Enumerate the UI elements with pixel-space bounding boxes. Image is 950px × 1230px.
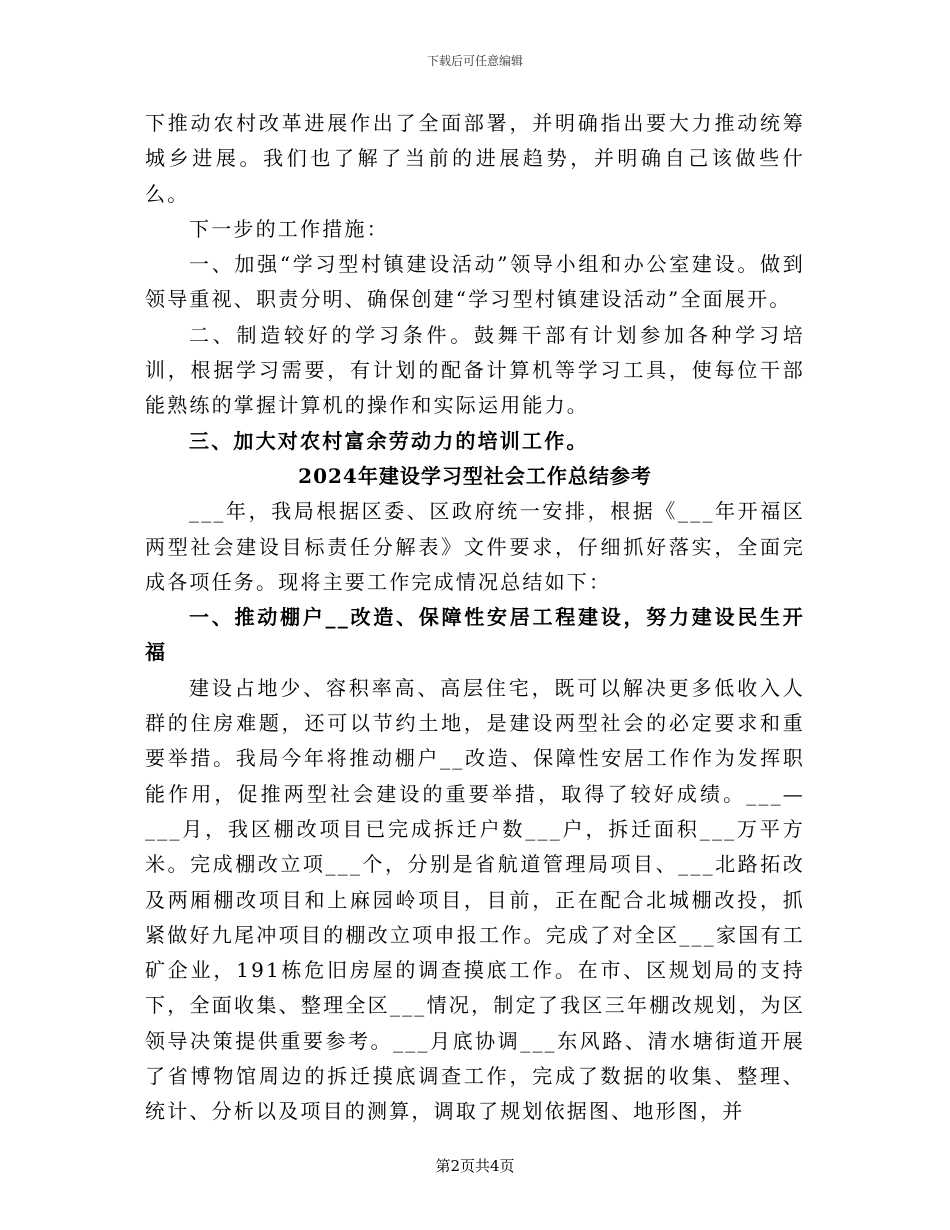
paragraph-measure-two: 二、制造较好的学习条件。鼓舞干部有计划参加各种学习培训，根据学习需要，有计划的配备计算机等学习工具，使每位干部能熟练的掌握计算机的操作和实际运用能力。 [145, 322, 805, 418]
header-note: 下载后可任意编辑 [426, 54, 523, 68]
paragraph-summary-intro: ___年，我局根据区委、区政府统一安排，根据《___年开福区两型社会建设目标责任分解表》文件要求，仔细抓好落实，全面完成各项任务。现将主要工作完成情况总结如下： [145, 499, 805, 594]
section-title: 2024年建设学习型社会工作总结参考 [298, 463, 652, 488]
paragraph-next-steps-heading: 下一步的工作措施： [189, 216, 389, 241]
paragraph-measure-three: 三、加大对农村富余劳动力的培训工作。 [189, 428, 589, 453]
paragraph-continuation: 下推动农村改革进展作出了全面部署，并明确指出要大力推动统筹城乡进展。我们也了解了当前的进展趋势，并明确自己该做些什么。 [145, 111, 805, 206]
subheading-shantytown-renovation: 一、推动棚户__改造、保障性安居工程建设，努力建设民生开福 [145, 605, 805, 665]
page-number: 第2页共4页 [435, 1157, 515, 1175]
paragraph-measure-one: 一、加强“学习型村镇建设活动”领导小组和办公室建设。做到领导重视、职责分明、确保创建“学习型村镇建设活动”全面展开。 [145, 252, 805, 312]
document-body [145, 106, 805, 1130]
paragraph-renovation-details: 建设占地少、容积率高、高层住宅，既可以解决更多低收入人群的住房难题，还可以节约土地，是建设两型社会的必定要求和重要举措。我局今年将推动棚户__改造、保障性安居工作作为发挥职能作用，促推两型社会建设的重要举措，取得了较好成绩。___—___月，我区棚改项目已完成拆迁户数___户，拆迁面积___万平方米。完成棚改立项___个，分别是省航道管理局项目、___北路拓改及两厢棚改项目和上麻园岭项目，目前，正在配合北城棚改投，抓紧做好九尾冲项目的棚改立项申报工作。完成了对全区___家国有工矿企业，191栋危旧房屋的调查摸底工作。在市、区规划局的支持下，全面收集、整理全区___情况，制定了我区三年棚改规划，为区领导决策提供重要参考。___月底协调___东风路、清水塘街道开展了省博物馆周边的拆迁摸底调查工作，完成了数据的收集、整理、统计、分析以及项目的测算，调取了规划依据图、地形图，并 [145, 675, 805, 1124]
